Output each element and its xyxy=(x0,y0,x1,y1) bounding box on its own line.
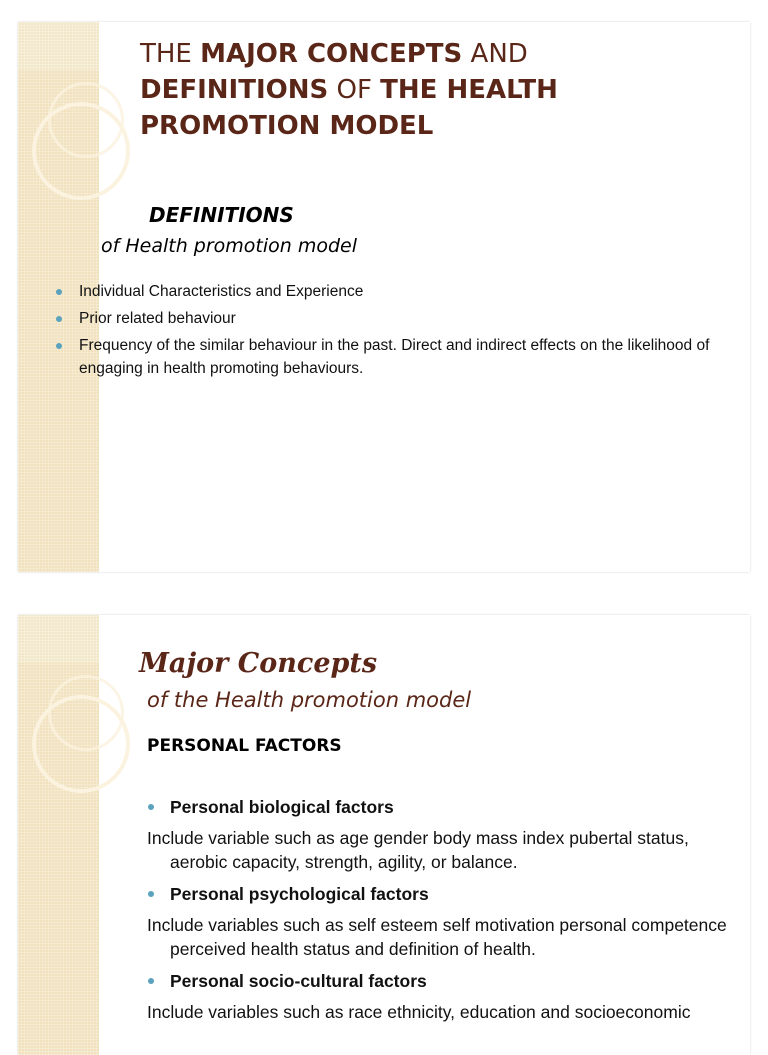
factor-heading: Personal biological factors xyxy=(147,795,737,819)
factor-description: Include variable such as age gender body mass index pubertal status, aerobic capacity, strength, agility, or balance. xyxy=(147,828,689,872)
decorative-ring-icon xyxy=(48,675,124,751)
personal-factors-list xyxy=(147,795,737,1032)
slide-title: Major Concepts xyxy=(139,648,378,679)
band-pattern-block xyxy=(18,22,99,70)
decorative-side-band xyxy=(18,615,99,1055)
definitions-subheading: of Health promotion model xyxy=(101,235,358,257)
section-heading: PERSONAL FACTORS xyxy=(147,736,342,756)
factor-description: Include variables such as race ethnicity, education and socioeconomic xyxy=(147,1002,691,1022)
factor-description: Include variables such as self esteem self motivation personal competence perceived health status and definition of health. xyxy=(147,915,727,959)
definitions-bullet-list xyxy=(54,280,714,384)
decorative-ring-icon xyxy=(48,82,124,158)
slide-1 xyxy=(18,22,750,572)
list-item: Prior related behaviour xyxy=(54,307,714,330)
slide-subtitle: of the Health promotion model xyxy=(147,688,472,712)
list-item: Individual Characteristics and Experience xyxy=(54,280,714,303)
band-pattern-block xyxy=(18,615,99,663)
factor-heading: Personal psychological factors xyxy=(147,882,737,906)
slide-2 xyxy=(18,615,750,1055)
definitions-heading: DEFINITIONS xyxy=(149,203,294,227)
slide-title: THE MAJOR CONCEPTS AND DEFINITIONS OF THE HEALTH PROMOTION MODEL xyxy=(140,39,558,141)
list-item: Frequency of the similar behaviour in the past. Direct and indirect effects on the likelihood of engaging in health promoting behaviours. xyxy=(54,334,714,380)
factor-heading: Personal socio-cultural factors xyxy=(147,969,737,993)
